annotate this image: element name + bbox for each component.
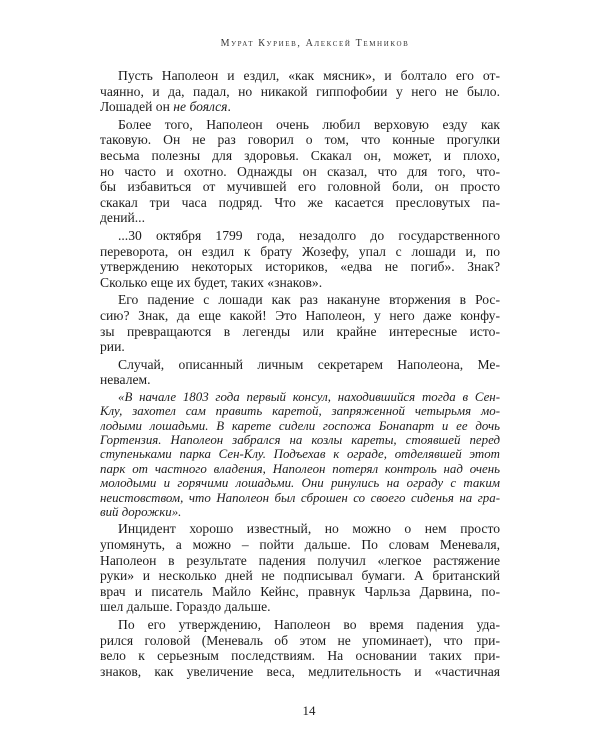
paragraph — [100, 357, 500, 388]
text-line: переворота, он ездил к брату Жозефу, упал с лошади и, по — [100, 243, 500, 259]
text-line — [100, 99, 500, 115]
text-line: Сколько еще их будет, таких «знаков». — [100, 274, 323, 290]
text-line: шел дальше. Гораздо дальше. — [100, 599, 271, 615]
text-line: но часто и охотно. Однажды он сказал, что для того, что- — [100, 163, 500, 179]
text-line: Более того, Наполеон очень любил верховую езду как — [118, 116, 500, 132]
quote-line: ступеньками парка Сен-Клу. Подъехав к ограде, отделявшей этот — [100, 447, 500, 462]
paragraph — [100, 292, 500, 354]
text-run: Лошадей он — [100, 99, 174, 115]
text-line: Наполеон в результате падения получил «легкое растяжение — [100, 552, 500, 568]
text-line: бы избавиться от мучившей его головной боли, он просто — [100, 179, 500, 195]
text-line: рии. — [100, 339, 125, 355]
text-line: скакал три часа подряд. Что же касается пресловутых па- — [100, 194, 500, 210]
quote-line: «В начале 1803 года первый консул, находившийся тогда в Сен- — [118, 389, 500, 404]
text-run: . — [227, 99, 231, 115]
paragraph — [100, 117, 500, 226]
text-line: Случай, описанный личным секретарем Наполеона, Ме- — [118, 356, 500, 372]
paragraph — [100, 68, 500, 115]
text-line: невалем. — [100, 372, 151, 388]
text-line: знаков, как увеличение веса, медлительность и «частичная — [100, 663, 500, 679]
emphasized-text: не боялся — [173, 99, 228, 115]
quote-line: неистовством, что Наполеон был сброшен со своего сиденья на гра- — [100, 490, 500, 505]
body-text — [100, 68, 500, 679]
text-line: ...30 октября 1799 года, незадолго до государственного — [118, 227, 500, 243]
quote-line: Гортензия. Наполеон забрался на козлы кареты, стоявшей перед — [100, 433, 500, 448]
text-line: врач и писатель Майло Кейнс, правнук Чарльза Дарвина, по- — [100, 583, 500, 599]
running-head: Мурат Куриев, Алексей Темников — [220, 38, 410, 49]
text-line: упомянуть, а можно – пойти дальше. По словам Меневаля, — [100, 536, 500, 552]
block-quote — [100, 390, 500, 520]
text-line: Инцидент хорошо известный, но можно о нем просто — [118, 521, 500, 537]
text-line: дений... — [100, 210, 145, 226]
text-line: вело к серьезным последствиям. На основании таких при- — [100, 648, 500, 664]
text-line: руки» и несколько дней не подписывал бумаги. А британский — [100, 568, 500, 584]
text-line: чаянно, и да, падал, но никакой гиппофобии у него не было. — [100, 83, 500, 99]
page-number: 14 — [302, 703, 316, 718]
text-line: сию? Знак, да еще какой! Это Наполеон, у него даже конфу- — [100, 307, 500, 323]
quote-line: Клу, захотел сам править каретой, запряженной четырьмя мо- — [100, 404, 500, 419]
quote-line: вий дорожки». — [100, 505, 182, 519]
text-line: весьма полезны для здоровья. Скакал он, может, и плохо, — [100, 147, 500, 163]
text-line: зы превращаются в легенды или крайне интересные исто- — [100, 323, 500, 339]
text-line: Его падение с лошади как раз накануне вторжения в Рос- — [118, 292, 500, 308]
text-line: Пусть Наполеон и ездил, «как мясник», и болтало его от- — [118, 68, 500, 83]
text-line: По его утверждению, Наполеон во время падения уда- — [118, 616, 500, 632]
quote-line: парк от частного владения, Наполеон потерял контроль над очень — [100, 461, 500, 476]
text-line: рился головой (Меневаль об этом не упоминает), что при- — [100, 632, 500, 648]
text-line: таковую. Он не раз говорил о том, что конные прогулки — [100, 132, 500, 148]
paragraph — [100, 228, 500, 290]
quote-line: лодыми лошадьми. В карете сидели госпожа Бонапарт и ее дочь — [100, 418, 500, 433]
quote-line: молодыми и горячими лошадьми. Они ринулись на ограду с таким — [100, 476, 500, 491]
paragraph — [100, 617, 500, 679]
paragraph — [100, 521, 500, 615]
text-line: утверждению некоторых историков, «едва не погиб». Знак? — [100, 259, 500, 275]
